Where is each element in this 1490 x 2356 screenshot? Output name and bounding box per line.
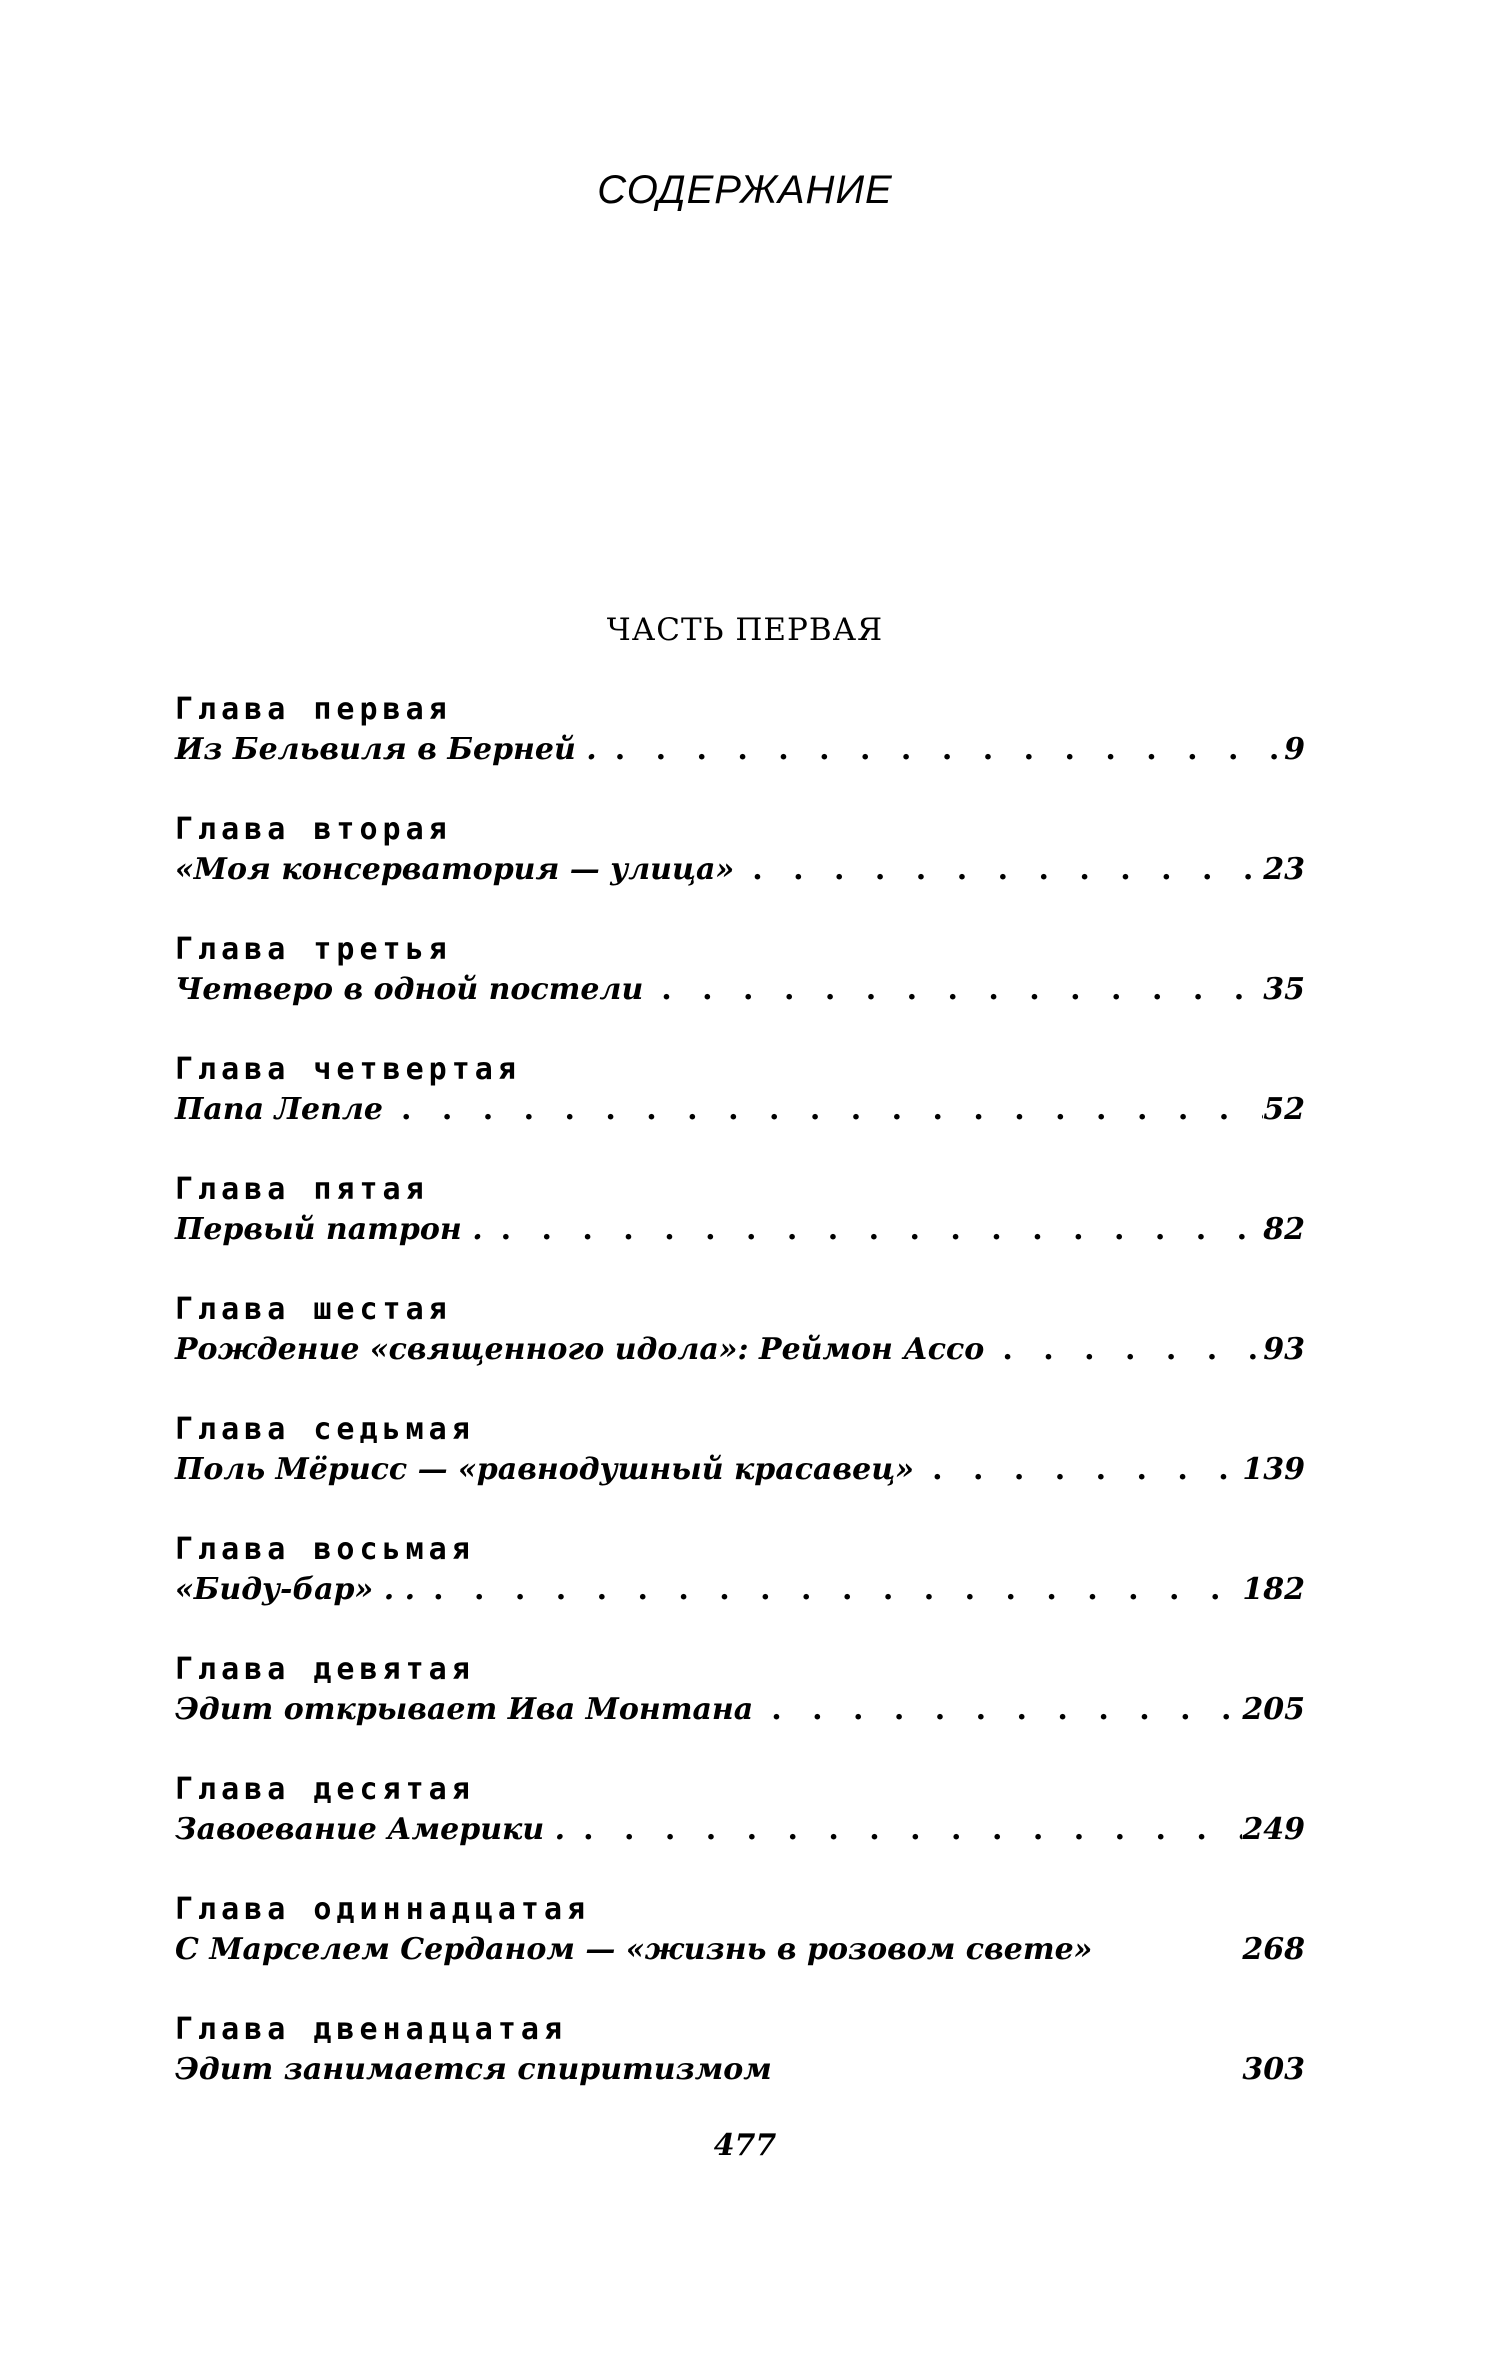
chapter-title: Четверо в одной постели	[175, 972, 644, 1007]
page-number: 477	[713, 2128, 777, 2163]
toc-line	[175, 1810, 1305, 1850]
chapter-page-number: 249	[1242, 1812, 1305, 1847]
chapter-page-number: 268	[1242, 1932, 1305, 1967]
chapter-page-number: 9	[1284, 732, 1305, 767]
chapter-page-number: 23	[1263, 852, 1305, 887]
toc-line	[175, 1570, 1305, 1610]
toc-entry	[175, 2010, 1305, 2130]
chapter-heading: Глава шестая	[175, 1292, 452, 1327]
chapter-page-number: 182	[1242, 1572, 1305, 1607]
toc-entry	[175, 1650, 1305, 1770]
table-of-contents	[175, 690, 1305, 2130]
toc-entry	[175, 810, 1305, 930]
dot-leader	[984, 1330, 1263, 1370]
toc-line	[175, 1930, 1305, 1970]
toc-entry	[175, 930, 1305, 1050]
toc-entry	[175, 1890, 1305, 2010]
chapter-heading: Глава вторая	[175, 812, 452, 847]
chapter-page-number: 139	[1242, 1452, 1305, 1487]
chapter-heading: Глава первая	[175, 692, 452, 727]
chapter-heading: Глава восьмая	[175, 1532, 475, 1567]
toc-entry	[175, 1050, 1305, 1170]
dot-leader	[753, 1690, 1242, 1730]
chapter-title: «Биду-бар» . .	[175, 1572, 416, 1607]
toc-entry	[175, 1530, 1305, 1650]
chapter-page-number: 52	[1263, 1092, 1305, 1127]
toc-entry	[175, 1290, 1305, 1410]
chapter-title: Завоевание Америки .	[175, 1812, 566, 1847]
dot-leader	[383, 1090, 1263, 1130]
page-title: СОДЕРЖАНИЕ	[597, 168, 893, 212]
dot-leader	[415, 1570, 1242, 1610]
chapter-heading: Глава пятая	[175, 1172, 429, 1207]
dot-leader	[597, 730, 1283, 770]
toc-line	[175, 850, 1305, 890]
chapter-heading: Глава десятая	[175, 1772, 475, 1807]
chapter-page-number: 35	[1263, 972, 1305, 1007]
toc-line	[175, 1210, 1305, 1250]
chapter-title: «Моя консерватория — улица»	[175, 852, 735, 887]
chapter-title: Из Бельвиля в Берней .	[175, 732, 597, 767]
toc-entry	[175, 1770, 1305, 1890]
dot-leader	[565, 1810, 1242, 1850]
toc-line	[175, 1090, 1305, 1130]
chapter-heading: Глава четвертая	[175, 1052, 521, 1087]
chapter-heading: Глава третья	[175, 932, 452, 967]
chapter-page-number: 205	[1242, 1692, 1305, 1727]
chapter-heading: Глава двенадцатая	[175, 2012, 568, 2047]
chapter-heading: Глава одиннадцатая	[175, 1892, 591, 1927]
part-title: ЧАСТЬ ПЕРВАЯ	[606, 612, 884, 648]
toc-line	[175, 1450, 1305, 1490]
dot-leader	[734, 850, 1263, 890]
dot-leader	[914, 1450, 1242, 1490]
chapter-title: С Марселем Серданом — «жизнь в розовом свете»	[175, 1932, 1093, 1967]
chapter-title: Эдит открывает Ива Монтана	[175, 1692, 754, 1727]
chapter-title: Папа Лепле	[175, 1092, 383, 1127]
toc-line	[175, 1330, 1305, 1370]
chapter-heading: Глава седьмая	[175, 1412, 475, 1447]
chapter-title: Эдит занимается спиритизмом	[175, 2052, 772, 2087]
toc-line	[175, 1690, 1305, 1730]
chapter-title: Поль Мёрисс — «равнодушный красавец»	[175, 1452, 915, 1487]
toc-line	[175, 730, 1305, 770]
toc-line	[175, 2050, 1305, 2090]
toc-entry	[175, 690, 1305, 810]
chapter-page-number: 93	[1263, 1332, 1305, 1367]
toc-line	[175, 970, 1305, 1010]
dot-leader	[483, 1210, 1264, 1250]
dot-leader	[643, 970, 1263, 1010]
chapter-page-number: 82	[1263, 1212, 1305, 1247]
chapter-heading: Глава девятая	[175, 1652, 475, 1687]
toc-entry	[175, 1170, 1305, 1290]
chapter-title: Первый патрон .	[175, 1212, 483, 1247]
chapter-page-number: 303	[1242, 2052, 1305, 2087]
toc-entry	[175, 1410, 1305, 1530]
chapter-title: Рождение «священного идола»: Реймон Ассо	[175, 1332, 985, 1367]
